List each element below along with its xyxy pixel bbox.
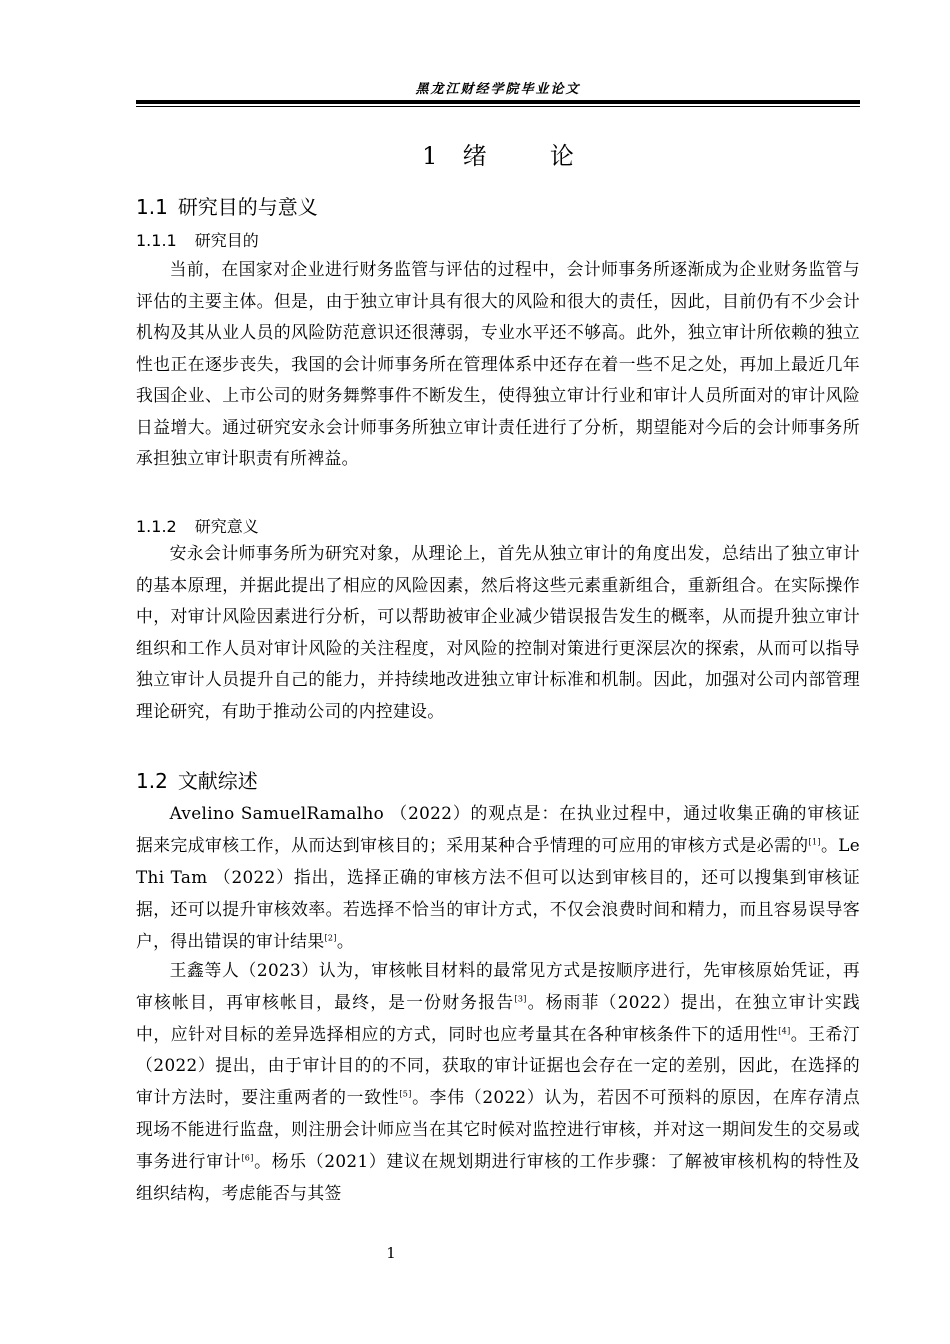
section-title: 文献综述	[177, 769, 258, 793]
subsection-number: 1.1.1	[136, 231, 177, 250]
section-heading	[136, 191, 318, 220]
header-rule-thick	[136, 100, 860, 104]
paragraph-text: 。Le Thi Tam （2022）指出，选择正确的审核方法不但可以达到审核目的，还可以搜集到审核证据，还可以提升审核效率。若选择不恰当的审计方式，不仅会浪费时间和精力，而且容易误导客户，得出错误的审计结果	[136, 835, 861, 951]
paragraph-research-significance: 安永会计师事务所为研究对象，从理论上，首先从独立审计的角度出发，总结出了独立审计的基本原理，并据此提出了相应的风险因素，然后将这些元素重新组合，重新组合。在实际操作中，对审计风险因素进行分析，可以帮助被审企业减少错误报告发生的概率，从而提升独立审计组织和工作人员对审计风险的关注程度，对风险的控制对策进行更深层次的探索，从而可以指导独立审计人员提升自己的能力，并持续地改进独立审计标准和机制。因此，加强对公司内部管理理论研究，有助于推动公司的内控建设。	[136, 543, 860, 721]
paragraph-research-purpose: 当前，在国家对企业进行财务监管与评估的过程中，会计师事务所逐渐成为企业财务监管与评估的主要主体。但是，由于独立审计具有很大的风险和很大的责任，因此，目前仍有不少会计机构及其从业人员的风险防范意识还很薄弱，专业水平还不够高。此外，独立审计所依赖的独立性也正在逐步丧失，我国的会计师事务所在管理体系中还存在着一些不足之处，再加上最近几年我国企业、上市公司的财务舞弊事件不断发生，使得独立审计行业和审计人员所面对的审计风险日益增大。通过研究安永会计师事务所独立审计责任进行了分析，期望能对今后的会计师事务所承担独立审计职责有所裨益。	[136, 259, 860, 468]
chapter-title	[136, 136, 860, 171]
subsection-heading	[136, 228, 259, 251]
chapter-title-b: 论	[549, 142, 574, 170]
chapter-title-a: 绪	[462, 142, 487, 170]
running-header: 黑龙江财经学院毕业论文	[415, 82, 581, 97]
section-heading	[136, 765, 258, 794]
paragraph-text: 。李伟（2022）认为，若因不可预料的原因，在库存清点现场不能进行监盘，则注册会计师应当在其它时候对监控进行审核，并对这一期间发生的交易或事务进行审计	[136, 1087, 860, 1171]
citation-ref: [3]	[514, 994, 527, 1004]
section-number: 1.2	[136, 769, 168, 793]
section-title: 研究目的与意义	[177, 195, 318, 219]
citation-ref: [6]	[241, 1153, 254, 1163]
paragraph-text: Avelino SamuelRamalho （2022）的观点是：在执业过程中，通过收集正确的审核证据来完成审核工作，从而达到审核目的；采用某种合乎情理的可应用的审核方式是必需的	[136, 803, 860, 855]
subsection-heading	[136, 514, 259, 537]
subsection-title: 研究意义	[194, 517, 259, 536]
citation-ref: [5]	[399, 1089, 412, 1099]
page-number: 1	[386, 1244, 396, 1262]
paragraph-text: 。杨雨菲（2022）提出，在独立审计实践中，应针对目标的差异选择相应的方式，同时也应考量其在各种审核条件下的适用性	[136, 991, 860, 1044]
paragraph-literature-2	[136, 955, 860, 1209]
paragraph-text: 。	[336, 931, 354, 951]
section-number: 1.1	[136, 195, 168, 219]
paragraph-text: 。王希汀（2022）提出，由于审计目的的不同，获取的审计证据也会存在一定的差别，因此，在选择的审计方法时，要注重两者的一致性	[136, 1023, 861, 1108]
paragraph-text: 。杨乐（2021）建议在规划期进行审核的工作步骤：了解被审核机构的特性及组织结构，考虑能否与其签	[136, 1150, 860, 1203]
paragraph-literature-1	[136, 797, 860, 957]
paragraph-text: 王鑫等人（2023）认为，审核帐目材料的最常见方式是按顺序进行，先审核原始凭证，再审核帐目，再审核帐目，最终，是一份财务报告	[136, 960, 860, 1012]
subsection-number: 1.1.2	[136, 517, 177, 536]
header-rule-thin	[136, 106, 860, 107]
subsection-title: 研究目的	[194, 231, 259, 250]
chapter-number: 1	[422, 142, 438, 170]
citation-ref: [1]	[808, 837, 821, 847]
citation-ref: [4]	[778, 1026, 791, 1035]
citation-ref: [2]	[324, 933, 337, 943]
